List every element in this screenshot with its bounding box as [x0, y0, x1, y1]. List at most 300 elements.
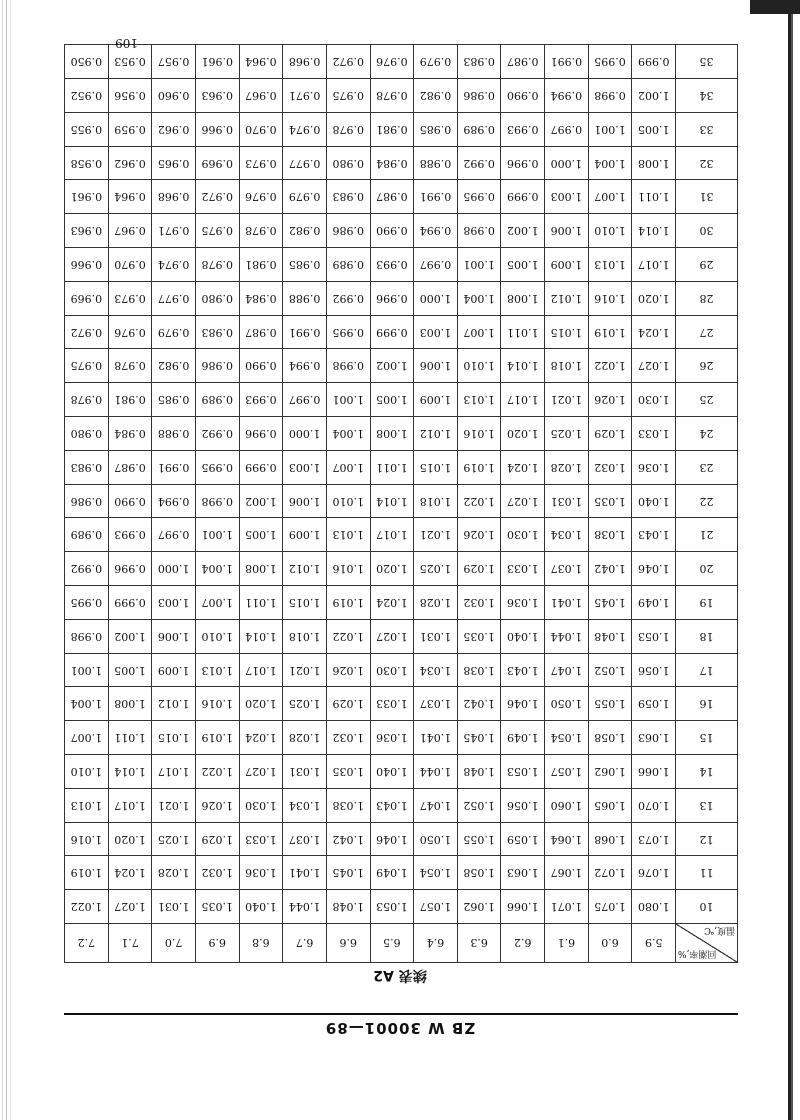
- table-cell: 1.001: [195, 518, 239, 552]
- table-cell: 1.010: [195, 619, 239, 653]
- table-cell: 1.013: [326, 518, 370, 552]
- table-cell: 1.004: [195, 552, 239, 586]
- table-header-row: [65, 924, 738, 963]
- table-cell: 1.015: [283, 586, 327, 620]
- row-temperature-label: 16: [676, 687, 738, 721]
- table-cell: 0.995: [195, 450, 239, 484]
- table-cell: 1.029: [588, 417, 632, 451]
- table-row: [65, 79, 738, 113]
- correction-coefficient-table: [64, 44, 738, 963]
- table-cell: 0.997: [152, 518, 196, 552]
- table-cell: 1.005: [370, 383, 414, 417]
- column-header: 5.9: [632, 924, 676, 963]
- table-cell: 1.028: [545, 450, 589, 484]
- table-cell: 1.046: [501, 687, 545, 721]
- table-cell: 1.000: [283, 417, 327, 451]
- table-row: [65, 214, 738, 248]
- table-cell: 1.073: [632, 822, 676, 856]
- table-cell: 0.984: [370, 146, 414, 180]
- table-cell: 0.988: [414, 146, 458, 180]
- table-cell: 1.008: [108, 687, 152, 721]
- table-cell: 0.995: [457, 180, 501, 214]
- table-cell: 1.047: [545, 653, 589, 687]
- table-cell: 0.994: [152, 484, 196, 518]
- table-cell: 1.012: [152, 687, 196, 721]
- table-cell: 1.021: [152, 788, 196, 822]
- table-cell: 1.030: [239, 788, 283, 822]
- table-cell: 0.994: [545, 79, 589, 113]
- table-cell: 1.044: [283, 890, 327, 924]
- table-cell: 1.058: [457, 856, 501, 890]
- table-cell: 1.000: [152, 552, 196, 586]
- table-cell: 0.961: [65, 180, 109, 214]
- table-cell: 0.974: [283, 112, 327, 146]
- table-cell: 1.019: [588, 315, 632, 349]
- table-cell: 1.026: [457, 518, 501, 552]
- table-cell: 0.998: [65, 619, 109, 653]
- table-cell: 0.975: [326, 79, 370, 113]
- table-row: [65, 619, 738, 653]
- table-cell: 1.047: [414, 788, 458, 822]
- column-header: 7.0: [152, 924, 196, 963]
- table-cell: 1.063: [632, 721, 676, 755]
- table-cell: 1.002: [108, 619, 152, 653]
- table-cell: 1.019: [65, 856, 109, 890]
- table-cell: 1.003: [152, 586, 196, 620]
- table-cell: 1.011: [370, 450, 414, 484]
- table-cell: 1.004: [457, 281, 501, 315]
- table-cell: 1.008: [501, 281, 545, 315]
- table-cell: 1.030: [632, 383, 676, 417]
- table-cell: 0.970: [108, 248, 152, 282]
- table-cell: 0.968: [152, 180, 196, 214]
- table-cell: 1.053: [632, 619, 676, 653]
- table-cell: 0.978: [65, 383, 109, 417]
- table-cell: 1.032: [326, 721, 370, 755]
- table-cell: 0.998: [588, 79, 632, 113]
- table-cell: 0.978: [195, 248, 239, 282]
- table-cell: 1.062: [588, 755, 632, 789]
- table-cell: 1.042: [326, 822, 370, 856]
- row-temperature-label: 31: [676, 180, 738, 214]
- column-header: 6.2: [501, 924, 545, 963]
- table-row: [65, 349, 738, 383]
- table-cell: 1.009: [414, 383, 458, 417]
- table-corner-cell: [676, 924, 738, 963]
- table-cell: 0.990: [501, 79, 545, 113]
- table-cell: 1.002: [239, 484, 283, 518]
- table-cell: 1.038: [326, 788, 370, 822]
- table-cell: 1.014: [501, 349, 545, 383]
- table-cell: 0.976: [370, 45, 414, 79]
- table-body: [65, 45, 738, 924]
- table-cell: 1.013: [457, 383, 501, 417]
- table-cell: 0.997: [414, 248, 458, 282]
- table-cell: 1.015: [545, 315, 589, 349]
- column-header: 7.1: [108, 924, 152, 963]
- table-cell: 0.969: [195, 146, 239, 180]
- table-cell: 0.978: [326, 112, 370, 146]
- table-cell: 0.985: [283, 248, 327, 282]
- table-cell: 1.014: [239, 619, 283, 653]
- table-cell: 1.016: [588, 281, 632, 315]
- table-cell: 0.998: [326, 349, 370, 383]
- table-cell: 1.021: [545, 383, 589, 417]
- table-cell: 0.999: [501, 180, 545, 214]
- table-cell: 1.001: [326, 383, 370, 417]
- table-row: [65, 112, 738, 146]
- table-cell: 1.067: [545, 856, 589, 890]
- table-cell: 1.006: [545, 214, 589, 248]
- table-cell: 0.968: [283, 45, 327, 79]
- table-cell: 1.052: [457, 788, 501, 822]
- table-cell: 0.997: [283, 383, 327, 417]
- table-cell: 1.025: [545, 417, 589, 451]
- table-cell: 1.031: [414, 619, 458, 653]
- table-cell: 0.971: [283, 79, 327, 113]
- table-cell: 0.969: [65, 281, 109, 315]
- table-cell: 0.982: [283, 214, 327, 248]
- row-temperature-label: 34: [676, 79, 738, 113]
- table-cell: 1.017: [632, 248, 676, 282]
- table-cell: 0.980: [65, 417, 109, 451]
- table-cell: 1.068: [588, 822, 632, 856]
- table-cell: 0.963: [65, 214, 109, 248]
- table-row: [65, 315, 738, 349]
- table-row: [65, 586, 738, 620]
- table-cell: 0.962: [152, 112, 196, 146]
- table-cell: 1.020: [239, 687, 283, 721]
- table-cell: 0.992: [457, 146, 501, 180]
- table-cell: 1.050: [545, 687, 589, 721]
- table-cell: 0.989: [65, 518, 109, 552]
- table-cell: 1.004: [326, 417, 370, 451]
- table-cell: 1.060: [545, 788, 589, 822]
- table-cell: 0.999: [370, 315, 414, 349]
- table-cell: 1.013: [195, 653, 239, 687]
- table-cell: 0.981: [108, 383, 152, 417]
- table-cell: 1.024: [632, 315, 676, 349]
- table-cell: 1.040: [239, 890, 283, 924]
- table-cell: 1.054: [545, 721, 589, 755]
- table-cell: 1.011: [632, 180, 676, 214]
- page-number: 109: [115, 36, 138, 50]
- table-row: [65, 788, 738, 822]
- table-cell: 0.992: [65, 552, 109, 586]
- table-cell: 0.956: [108, 79, 152, 113]
- table-cell: 0.975: [65, 349, 109, 383]
- table-cell: 1.071: [545, 890, 589, 924]
- table-cell: 0.978: [239, 214, 283, 248]
- table-cell: 1.016: [65, 822, 109, 856]
- table-cell: 0.986: [457, 79, 501, 113]
- table-cell: 0.993: [239, 383, 283, 417]
- row-temperature-label: 18: [676, 619, 738, 653]
- table-cell: 1.040: [501, 619, 545, 653]
- table-cell: 1.009: [545, 248, 589, 282]
- table-cell: 1.011: [501, 315, 545, 349]
- table-cell: 1.006: [152, 619, 196, 653]
- table-cell: 0.988: [283, 281, 327, 315]
- table-cell: 1.005: [108, 653, 152, 687]
- table-cell: 0.977: [152, 281, 196, 315]
- table-cell: 0.987: [501, 45, 545, 79]
- column-header: 6.9: [195, 924, 239, 963]
- row-temperature-label: 22: [676, 484, 738, 518]
- table-cell: 0.986: [65, 484, 109, 518]
- table-cell: 1.003: [414, 315, 458, 349]
- table-cell: 0.967: [108, 214, 152, 248]
- table-row: [65, 248, 738, 282]
- table-cell: 1.048: [588, 619, 632, 653]
- table-cell: 1.004: [65, 687, 109, 721]
- row-temperature-label: 29: [676, 248, 738, 282]
- table-cell: 1.035: [326, 755, 370, 789]
- table-cell: 0.995: [326, 315, 370, 349]
- table-cell: 1.037: [414, 687, 458, 721]
- column-header: 6.7: [283, 924, 327, 963]
- table-cell: 0.992: [326, 281, 370, 315]
- table-cell: 0.960: [152, 79, 196, 113]
- table-cell: 1.040: [632, 484, 676, 518]
- table-cell: 0.989: [326, 248, 370, 282]
- table-cell: 1.014: [108, 755, 152, 789]
- table-cell: 1.032: [457, 586, 501, 620]
- table-cell: 0.973: [239, 146, 283, 180]
- table-cell: 1.021: [283, 653, 327, 687]
- table-row: [65, 890, 738, 924]
- table-cell: 1.022: [588, 349, 632, 383]
- table-cell: 1.018: [283, 619, 327, 653]
- table-cell: 0.992: [195, 417, 239, 451]
- table-cell: 1.059: [632, 687, 676, 721]
- table-cell: 0.998: [457, 214, 501, 248]
- table-cell: 1.009: [152, 653, 196, 687]
- row-temperature-label: 27: [676, 315, 738, 349]
- table-cell: 1.034: [414, 653, 458, 687]
- table-cell: 1.036: [370, 721, 414, 755]
- table-cell: 0.972: [326, 45, 370, 79]
- table-cell: 1.005: [632, 112, 676, 146]
- table-cell: 1.035: [195, 890, 239, 924]
- table-cell: 0.990: [370, 214, 414, 248]
- table-cell: 1.005: [501, 248, 545, 282]
- table-cell: 1.010: [65, 755, 109, 789]
- table-cell: 1.032: [195, 856, 239, 890]
- table-cell: 0.993: [501, 112, 545, 146]
- table-cell: 1.046: [370, 822, 414, 856]
- table-cell: 1.004: [588, 146, 632, 180]
- table-cell: 1.007: [457, 315, 501, 349]
- table-cell: 1.048: [326, 890, 370, 924]
- table-cell: 1.020: [501, 417, 545, 451]
- table-cell: 1.022: [326, 619, 370, 653]
- table-cell: 1.015: [152, 721, 196, 755]
- table-cell: 1.041: [414, 721, 458, 755]
- table-cell: 0.980: [326, 146, 370, 180]
- table-cell: 1.035: [588, 484, 632, 518]
- table-cell: 1.008: [370, 417, 414, 451]
- table-cell: 0.964: [239, 45, 283, 79]
- table-cell: 0.976: [108, 315, 152, 349]
- table-cell: 1.000: [545, 146, 589, 180]
- table-cell: 1.043: [632, 518, 676, 552]
- row-temperature-label: 21: [676, 518, 738, 552]
- table-cell: 0.970: [239, 112, 283, 146]
- table-cell: 0.961: [195, 45, 239, 79]
- row-temperature-label: 35: [676, 45, 738, 79]
- table-cell: 0.989: [457, 112, 501, 146]
- table-cell: 1.027: [632, 349, 676, 383]
- table-cell: 1.027: [501, 484, 545, 518]
- row-temperature-label: 26: [676, 349, 738, 383]
- table-cell: 1.014: [632, 214, 676, 248]
- table-cell: 1.006: [414, 349, 458, 383]
- table-cell: 1.026: [326, 653, 370, 687]
- table-cell: 1.033: [501, 552, 545, 586]
- table-cell: 1.025: [283, 687, 327, 721]
- table-cell: 1.001: [457, 248, 501, 282]
- table-cell: 1.029: [195, 822, 239, 856]
- table-cell: 1.011: [239, 586, 283, 620]
- table-cell: 1.018: [414, 484, 458, 518]
- table-cell: 1.080: [632, 890, 676, 924]
- table-cell: 1.032: [588, 450, 632, 484]
- table-cell: 1.058: [588, 721, 632, 755]
- table-cell: 1.053: [501, 755, 545, 789]
- table-cell: 1.009: [283, 518, 327, 552]
- table-cell: 1.031: [152, 890, 196, 924]
- row-temperature-label: 19: [676, 586, 738, 620]
- table-cell: 1.024: [370, 586, 414, 620]
- table-cell: 1.040: [370, 755, 414, 789]
- table-cell: 1.064: [545, 822, 589, 856]
- table-row: [65, 146, 738, 180]
- table-cell: 1.044: [414, 755, 458, 789]
- table-cell: 1.062: [457, 890, 501, 924]
- table-cell: 1.027: [370, 619, 414, 653]
- table-cell: 1.045: [457, 721, 501, 755]
- table-cell: 1.057: [414, 890, 458, 924]
- table-cell: 0.988: [152, 417, 196, 451]
- table-cell: 0.972: [65, 315, 109, 349]
- table-cell: 1.045: [326, 856, 370, 890]
- table-cell: 0.966: [65, 248, 109, 282]
- table-cell: 1.059: [501, 822, 545, 856]
- table-cell: 1.046: [632, 552, 676, 586]
- table-row: [65, 755, 738, 789]
- table-cell: 0.987: [370, 180, 414, 214]
- row-temperature-label: 24: [676, 417, 738, 451]
- table-cell: 1.007: [195, 586, 239, 620]
- table-cell: 0.990: [108, 484, 152, 518]
- table-cell: 1.044: [545, 619, 589, 653]
- table-cell: 0.987: [239, 315, 283, 349]
- table-cell: 0.978: [370, 79, 414, 113]
- table-cell: 1.037: [545, 552, 589, 586]
- table-cell: 0.982: [152, 349, 196, 383]
- table-row: [65, 417, 738, 451]
- table-cell: 0.967: [239, 79, 283, 113]
- table-cell: 0.980: [195, 281, 239, 315]
- table-cell: 0.958: [65, 146, 109, 180]
- table-cell: 1.007: [326, 450, 370, 484]
- table-cell: 0.983: [326, 180, 370, 214]
- table-row: [65, 856, 738, 890]
- diagonal-header: [676, 924, 737, 962]
- table-cell: 1.031: [545, 484, 589, 518]
- table-cell: 1.042: [457, 687, 501, 721]
- table-cell: 0.986: [326, 214, 370, 248]
- table-cell: 0.964: [108, 180, 152, 214]
- table-cell: 1.056: [632, 653, 676, 687]
- table-cell: 1.000: [414, 281, 458, 315]
- row-temperature-label: 17: [676, 653, 738, 687]
- table-cell: 1.036: [632, 450, 676, 484]
- table-row: [65, 721, 738, 755]
- table-row: [65, 180, 738, 214]
- table-cell: 1.057: [545, 755, 589, 789]
- table-cell: 1.049: [501, 721, 545, 755]
- table-cell: 0.963: [195, 79, 239, 113]
- table-row: [65, 822, 738, 856]
- column-header: 7.2: [65, 924, 109, 963]
- table-cell: 0.991: [152, 450, 196, 484]
- table-cell: 0.981: [370, 112, 414, 146]
- table-row: [65, 518, 738, 552]
- table-cell: 1.056: [501, 788, 545, 822]
- table-caption: 续表 A2: [373, 967, 427, 983]
- table-cell: 1.016: [457, 417, 501, 451]
- table-cell: 1.010: [588, 214, 632, 248]
- table-cell: 1.035: [457, 619, 501, 653]
- table-cell: 1.066: [632, 755, 676, 789]
- table-cell: 1.055: [457, 822, 501, 856]
- table-cell: 1.003: [545, 180, 589, 214]
- table-cell: 1.015: [414, 450, 458, 484]
- table-cell: 1.045: [588, 586, 632, 620]
- table-cell: 1.028: [152, 856, 196, 890]
- table-cell: 1.002: [501, 214, 545, 248]
- column-header: 6.0: [588, 924, 632, 963]
- table-cell: 1.041: [545, 586, 589, 620]
- table-cell: 1.006: [283, 484, 327, 518]
- table-row: [65, 383, 738, 417]
- table-cell: 0.953: [108, 45, 152, 79]
- table-cell: 1.042: [588, 552, 632, 586]
- table-cell: 1.013: [588, 248, 632, 282]
- table-cell: 1.053: [370, 890, 414, 924]
- table-cell: 1.033: [239, 822, 283, 856]
- table-cell: 0.985: [414, 112, 458, 146]
- table-cell: 0.994: [414, 214, 458, 248]
- table-cell: 1.043: [370, 788, 414, 822]
- table-cell: 0.984: [239, 281, 283, 315]
- table-cell: 1.017: [370, 518, 414, 552]
- table-cell: 1.025: [152, 822, 196, 856]
- table-cell: 1.017: [239, 653, 283, 687]
- column-header: 6.4: [414, 924, 458, 963]
- table-cell: 0.983: [457, 45, 501, 79]
- table-cell: 0.979: [414, 45, 458, 79]
- table-cell: 1.033: [370, 687, 414, 721]
- row-temperature-label: 23: [676, 450, 738, 484]
- table-cell: 1.011: [108, 721, 152, 755]
- row-temperature-label: 14: [676, 755, 738, 789]
- table-cell: 1.072: [588, 856, 632, 890]
- table-cell: 1.076: [632, 856, 676, 890]
- table-cell: 0.999: [108, 586, 152, 620]
